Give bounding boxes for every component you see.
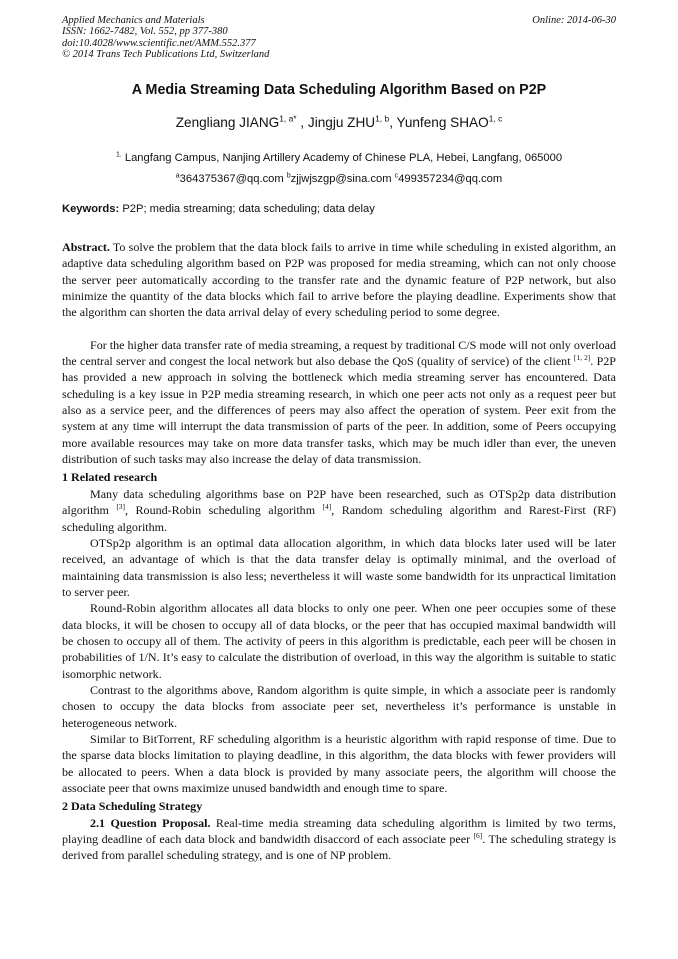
keywords-label: Keywords: (62, 203, 120, 215)
body-paragraph: Similar to BitTorrent, RF scheduling algorithm is a heuristic algorithm with rapid response of time. Due to the sparse data blocks limitation to playing deadline, in this algorithm, the data blocks with fewer providers will be allocated to peers. When a data block is provided by many associate peers, the algorithm will choose the associate peer that owns maximize unused bandwidth and enough time to spare. (62, 731, 616, 795)
author-emails (0, 173, 678, 185)
section-heading-related-research: 1 Related research (62, 470, 158, 485)
email-address[interactable]: 364375367@qq.com (179, 173, 284, 185)
journal-copyright: © 2014 Trans Tech Publications Ltd, Switzerland (62, 48, 270, 60)
paragraph-text: , Round-Robin scheduling algorithm (125, 503, 323, 518)
body-paragraph (62, 815, 616, 864)
section-heading-data-scheduling: 2 Data Scheduling Strategy (62, 799, 203, 814)
journal-issn: ISSN: 1662-7482, Vol. 552, pp 377-380 (62, 26, 228, 38)
journal-header (62, 15, 616, 60)
paragraph-text: Many data scheduling algorithms base on P2P have been researched, such as OTSp2p data distribution algorithm (62, 486, 616, 518)
author-name: Yunfeng SHAO (396, 115, 489, 130)
intro-text: . P2P has provided a new approach in solving the bottleneck which media streaming server has encountered. Data scheduling is a key issue in P2P media streaming research, in which one peer acts not only as a request peer but also as a service peer, and the differences of peers may also affect the operation of system. Peer exit from the system at any time will interrupt the data transmission of parts of the peer. In addition, some of Peers occupying more available resources may take on more data transfer tasks, which may be much idler than ever, the uneven distribution of such tasks may also increase the delay of data transmission. (62, 354, 617, 467)
affiliation-text: Langfang Campus, Nanjing Artillery Academy of Chinese PLA, Hebei, Langfang, 065000 (124, 152, 563, 164)
affiliation (0, 152, 678, 164)
paragraph-text: . The scheduling strategy is derived from parallel scheduling strategy, and is one of NP problem. (62, 832, 617, 863)
body-paragraph: Contrast to the algorithms above, Random algorithm is quite simple, in which a associate peer is randomly chosen to occupy the data blocks from associate peer set, nevertheless it’s performance is unstable in heterogeneous network. (62, 682, 616, 730)
citation: [4] (322, 502, 332, 512)
journal-name: Applied Mechanics and Materials (62, 15, 205, 26)
author-name: Jingju ZHU (307, 115, 376, 130)
author-superscript: 1, c (488, 113, 503, 124)
email-address[interactable]: zjjwjszgp@sina.com (290, 173, 392, 185)
subsection-label: 2.1 Question Proposal. (90, 815, 211, 830)
author-superscript: 1, a* (279, 113, 297, 124)
paragraph-text: Real-time media streaming data scheduling algorithm is limited by two terms, playing deadline of each data block and bandwidth disaccord of each associate peer (62, 815, 616, 847)
paper-title: A Media Streaming Data Scheduling Algorithm Based on P2P (131, 82, 547, 98)
email-superscript: c (394, 172, 399, 180)
email-superscript: b (286, 172, 291, 180)
email-address[interactable]: 499357234@qq.com (398, 173, 503, 185)
keywords-line (62, 203, 616, 215)
intro-text: For the higher data transfer rate of media streaming, a request by traditional C/S mode will not only overload the central server and congest the local network but also debase the QoS (quality of service) of the client (62, 337, 616, 369)
abstract-paragraph (62, 239, 616, 321)
body-paragraph: OTSp2p algorithm is an optimal data allocation algorithm, in which data blocks later used will be later received, an advantage of which is that the data transfer delay is optimally minimal, and the overload of maintaining data transmission is also less; nevertheless it will waste some bandwidth for its unpractical limitation to server peer. (62, 535, 616, 599)
intro-paragraph (62, 337, 616, 468)
paragraph-text: , Random scheduling algorithm and Rarest-First (RF) scheduling algorithm. (62, 503, 616, 534)
citation: [3] (116, 502, 126, 512)
body-paragraph (62, 486, 616, 535)
paper-body (62, 239, 616, 864)
affiliation-superscript: 1. (115, 151, 122, 159)
author-list: Zengliang $JIANG^{1, a*}$ , Jingju ZHU$^{1, b}$, Yunfeng SHAO$^{1, c}$ (175, 113, 503, 130)
author-name: Zengliang JIANG (175, 115, 280, 130)
email-superscript: a (175, 172, 180, 180)
citation: [1, 2] (573, 353, 591, 363)
abstract-label: Abstract. (62, 240, 110, 254)
journal-doi: doi:10.4028/www.scientific.net/AMM.552.377 (62, 37, 256, 49)
abstract-text: To solve the problem that the data block fails to arrive in time while scheduling in existed algorithm, an adaptive data scheduling algorithm based on P2P was proposed for media streaming, which can not only choose the server peer automatically according to the transfer rate and the dynamic feature of P2P network, but also minimize the quantity of the data blocks which fail to arrive before the playing deadline. Experiments show that the algorithm can shorten the data arrival delay of every scheduling period to some degree. (62, 240, 617, 320)
author-superscript: 1, b (375, 113, 390, 124)
keywords-text: P2P; media streaming; data scheduling; data delay (122, 203, 375, 215)
online-date: Online: 2014-06-30 (532, 15, 616, 26)
citation: [6] (473, 831, 483, 841)
body-paragraph: Round-Robin algorithm allocates all data blocks to only one peer. When one peer occupies some of these data blocks, it will be chosen to occupy all of data blocks, or the peer that has occupied maximal bandwidth will be chosen to occupy all of them. The activity of peers in this algorithm is predictable, each peer will be chosen in probabilities of 1/N. It’s easy to calculate the distribution of overload, in this way the algorithm is suitable to static isomorphic network. (62, 601, 616, 681)
